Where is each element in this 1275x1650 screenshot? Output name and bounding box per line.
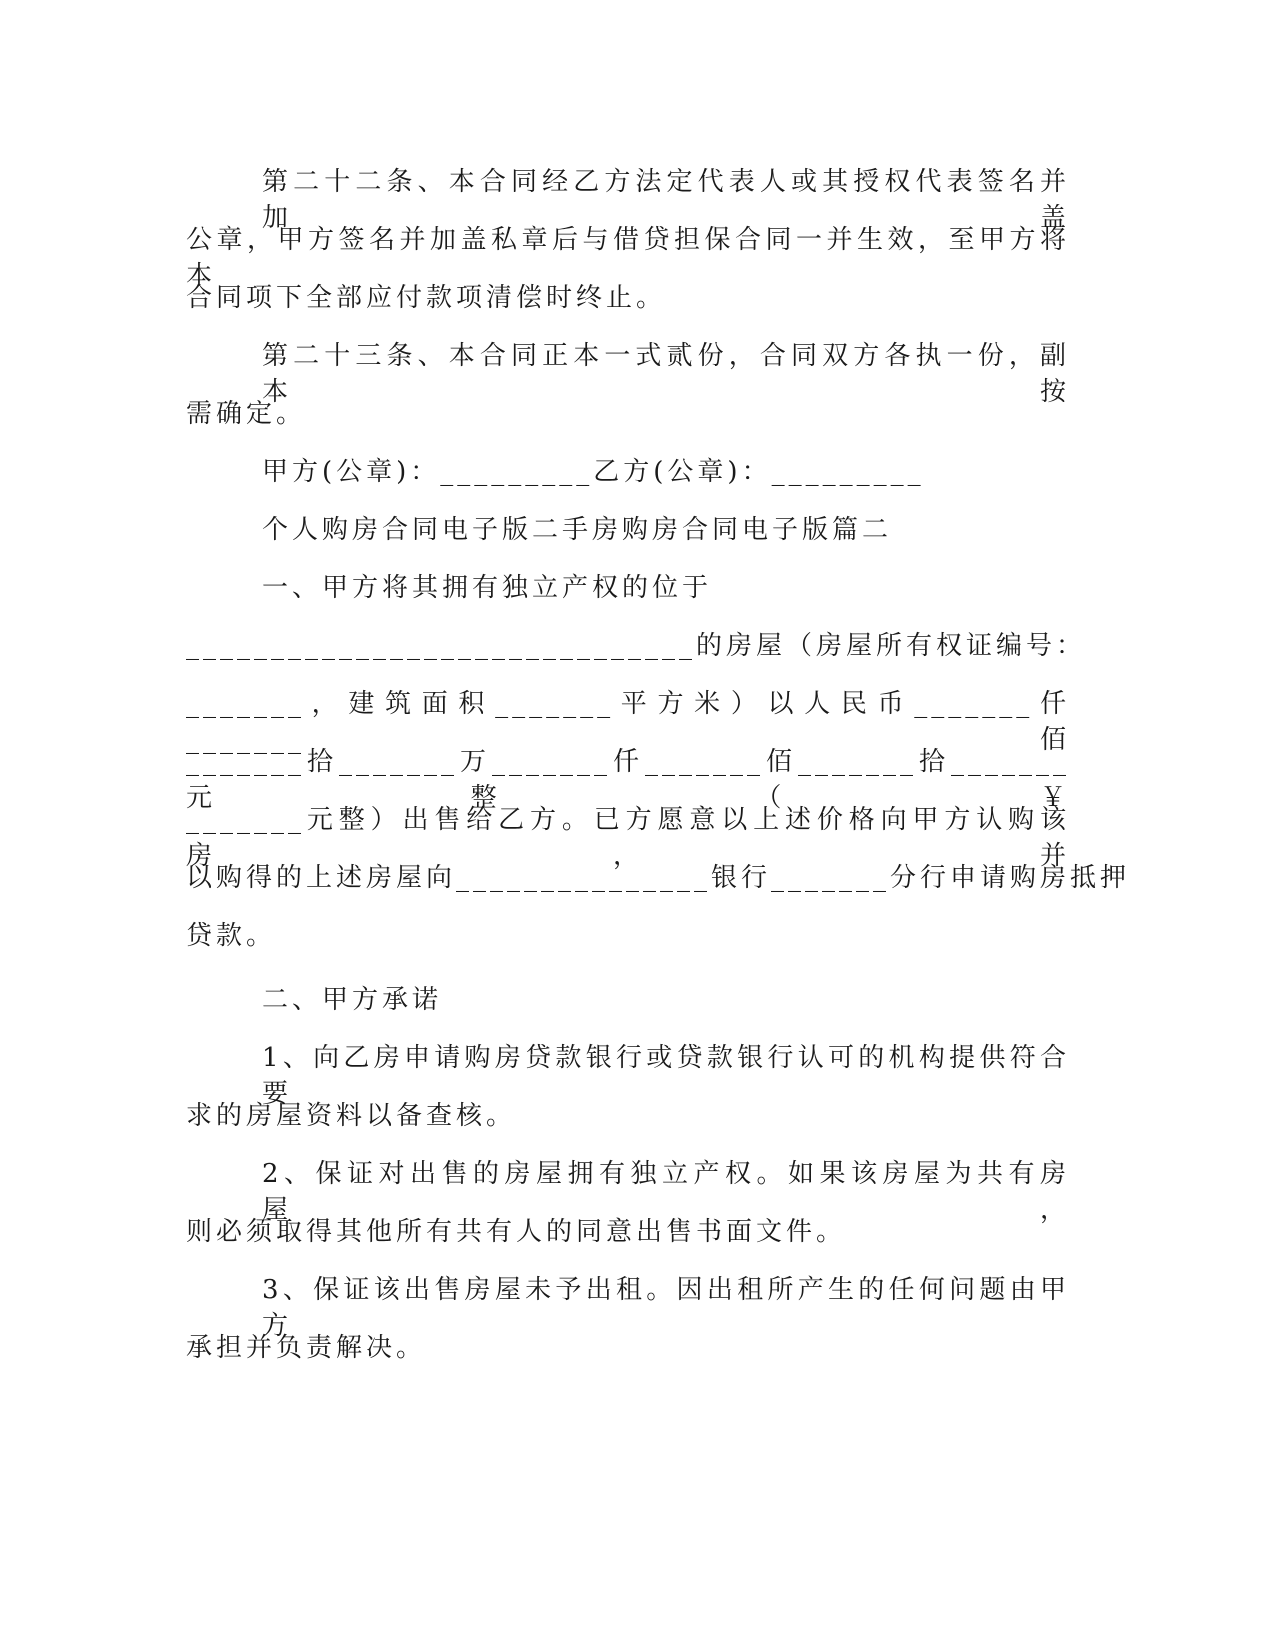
- article-23-line-1: 第二十三条、本合同正本一式贰份，合同双方各执一份，副本按: [262, 341, 1070, 407]
- clause-1-line-2: ______________________________的房屋（房屋所有权证编号：: [186, 631, 1087, 661]
- clause-1-line-7: 贷款。: [186, 921, 277, 951]
- item-1-line-1: 1、向乙房申请购房贷款银行或贷款银行认可的机构提供符合要: [262, 1043, 1070, 1109]
- article-22-line-1: 第二十二条、本合同经乙方法定代表人或其授权代表签名并加盖: [262, 167, 1070, 233]
- clause-1-line-5: _______元整）出售给乙方。已方愿意以上述价格向甲方认购该房，并: [186, 805, 1070, 871]
- clause-1-line-3: _______，建筑面积_______平方米）以人民币_______仟_______佰: [186, 689, 1070, 755]
- signature-line: 甲方(公章)：_________乙方(公章)：_________: [262, 457, 925, 487]
- item-1-line-2: 求的房屋资料以备查核。: [186, 1101, 517, 1131]
- article-23-line-2: 需确定。: [186, 399, 307, 429]
- section-title: 个人购房合同电子版二手房购房合同电子版篇二: [262, 515, 893, 545]
- article-22-line-2: 公章，甲方签名并加盖私章后与借贷担保合同一并生效，至甲方将本: [186, 225, 1070, 291]
- article-22-line-3: 合同项下全部应付款项清偿时终止。: [186, 283, 667, 313]
- clause-1-line-1: 一、甲方将其拥有独立产权的位于: [262, 573, 713, 603]
- clause-1-line-4: _______拾_______万_______仟_______佰_______拾_______元整（￥: [186, 747, 1070, 813]
- item-2-line-2: 则必须取得其他所有共有人的同意出售书面文件。: [186, 1217, 847, 1247]
- clause-2-heading: 二、甲方承诺: [262, 985, 443, 1015]
- item-3-line-1: 3、保证该出售房屋未予出租。因出租所产生的任何问题由甲方: [262, 1275, 1070, 1341]
- item-3-line-2: 承担并负责解决。: [186, 1333, 427, 1363]
- item-2-line-1: 2、保证对出售的房屋拥有独立产权。如果该房屋为共有房屋，: [262, 1159, 1070, 1225]
- clause-1-line-6: 以购得的上述房屋向_______________银行_______分行申请购房抵押: [186, 863, 1131, 893]
